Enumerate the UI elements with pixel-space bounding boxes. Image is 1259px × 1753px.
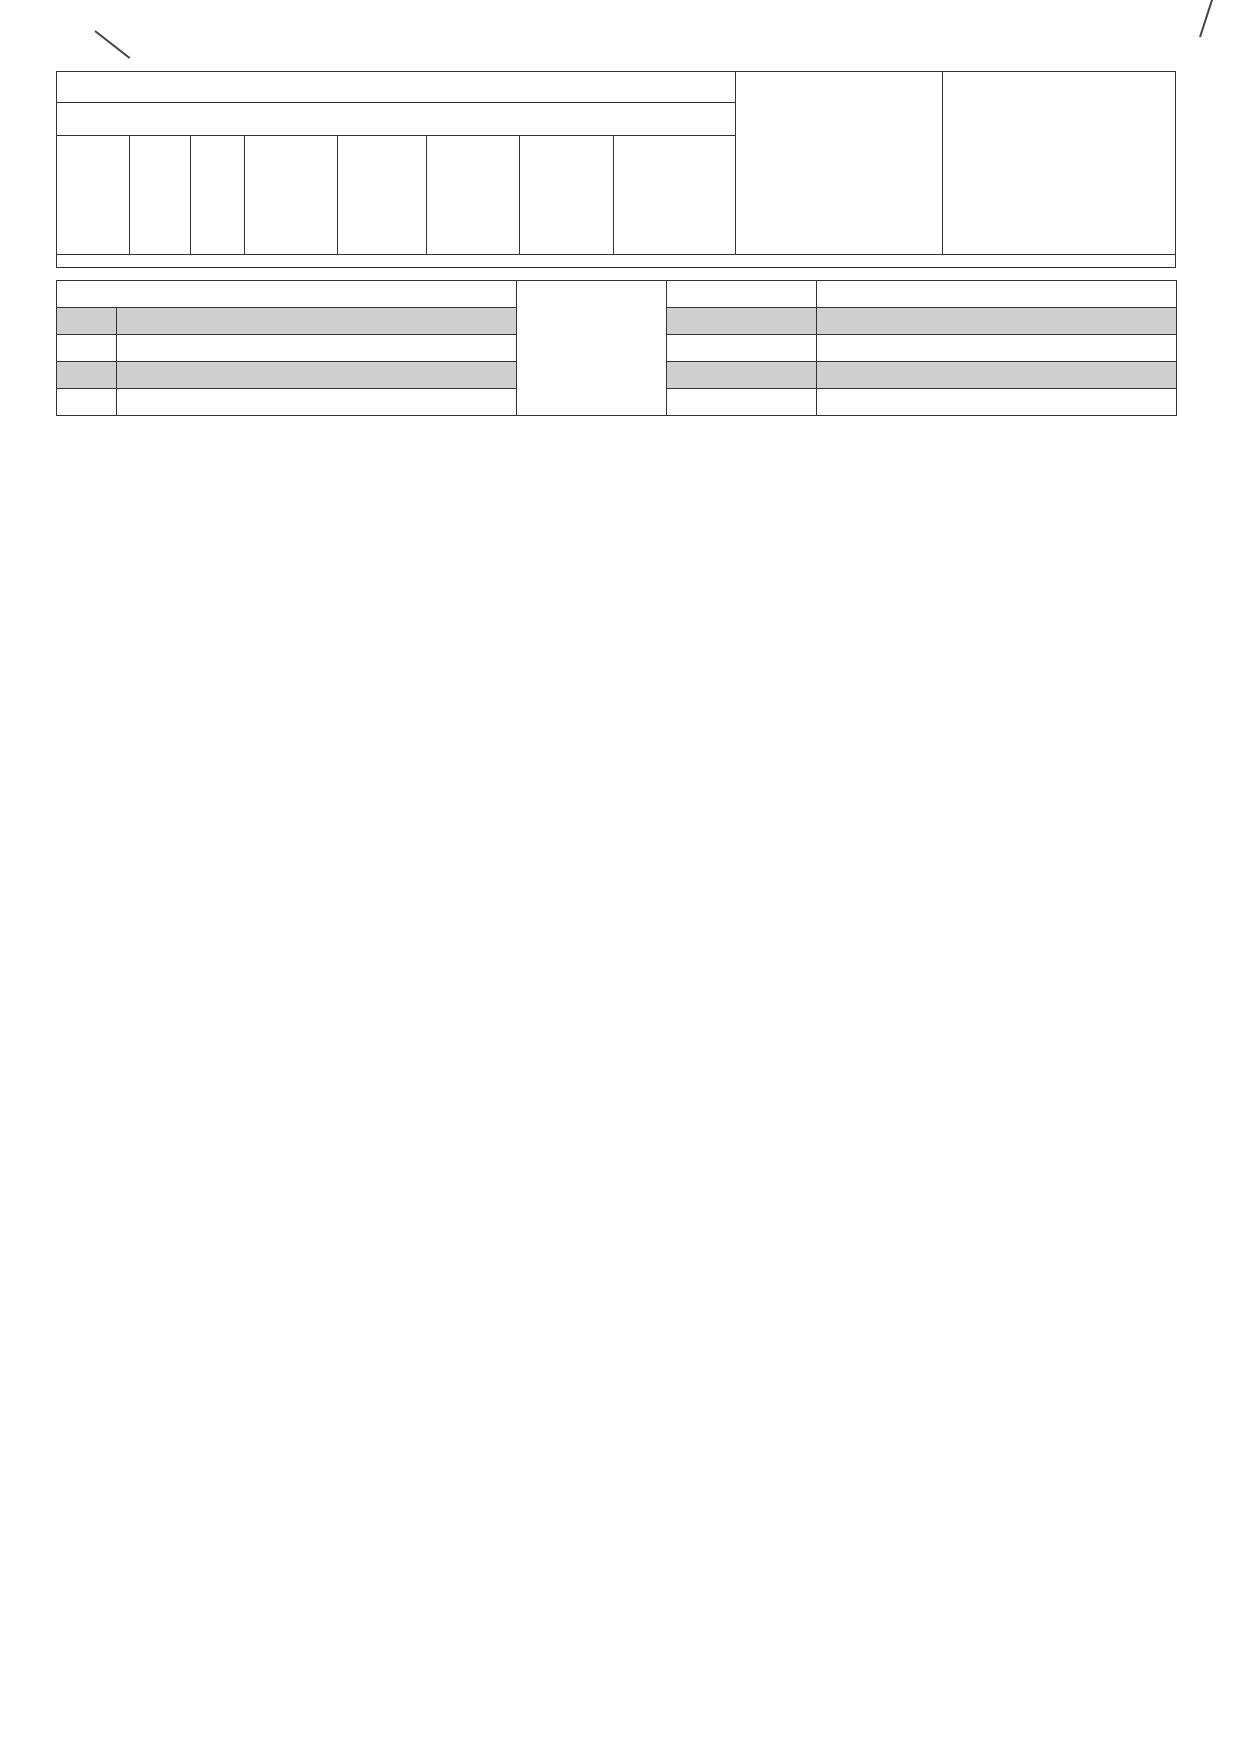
legend-table	[56, 280, 1177, 416]
period-name	[667, 281, 817, 308]
calendar-table	[56, 71, 1176, 268]
period-name	[667, 308, 817, 335]
header-seniors-6	[338, 136, 427, 255]
section-title	[57, 103, 736, 136]
legend-title	[57, 281, 517, 308]
legend-label	[117, 362, 517, 389]
header-vacances	[191, 136, 244, 255]
period-name	[667, 362, 817, 389]
period-dates	[817, 281, 1177, 308]
period-dates	[817, 335, 1177, 362]
calendar-sheet	[56, 71, 1176, 416]
header-responsable-bar	[942, 72, 1175, 255]
scan-mark	[94, 30, 130, 59]
vacances-label	[517, 281, 667, 416]
period-dates	[817, 389, 1177, 416]
period-dates	[817, 362, 1177, 389]
legend-label	[117, 308, 517, 335]
header-u11	[520, 136, 613, 255]
header-u9	[426, 136, 519, 255]
legend-label	[117, 389, 517, 416]
scan-mark	[1199, 0, 1214, 37]
period-dates	[817, 308, 1177, 335]
legend-code	[57, 389, 117, 416]
header-seniors-12	[244, 136, 337, 255]
period-name	[667, 335, 817, 362]
legend-code	[57, 335, 117, 362]
legend-code	[57, 362, 117, 389]
legend-code	[57, 308, 117, 335]
period-name	[667, 389, 817, 416]
header-responsable-salle	[735, 72, 942, 255]
header-date	[130, 136, 191, 255]
legend-label	[117, 335, 517, 362]
header-u17	[613, 136, 735, 255]
page-title	[57, 72, 736, 103]
header-coupe	[57, 136, 130, 255]
